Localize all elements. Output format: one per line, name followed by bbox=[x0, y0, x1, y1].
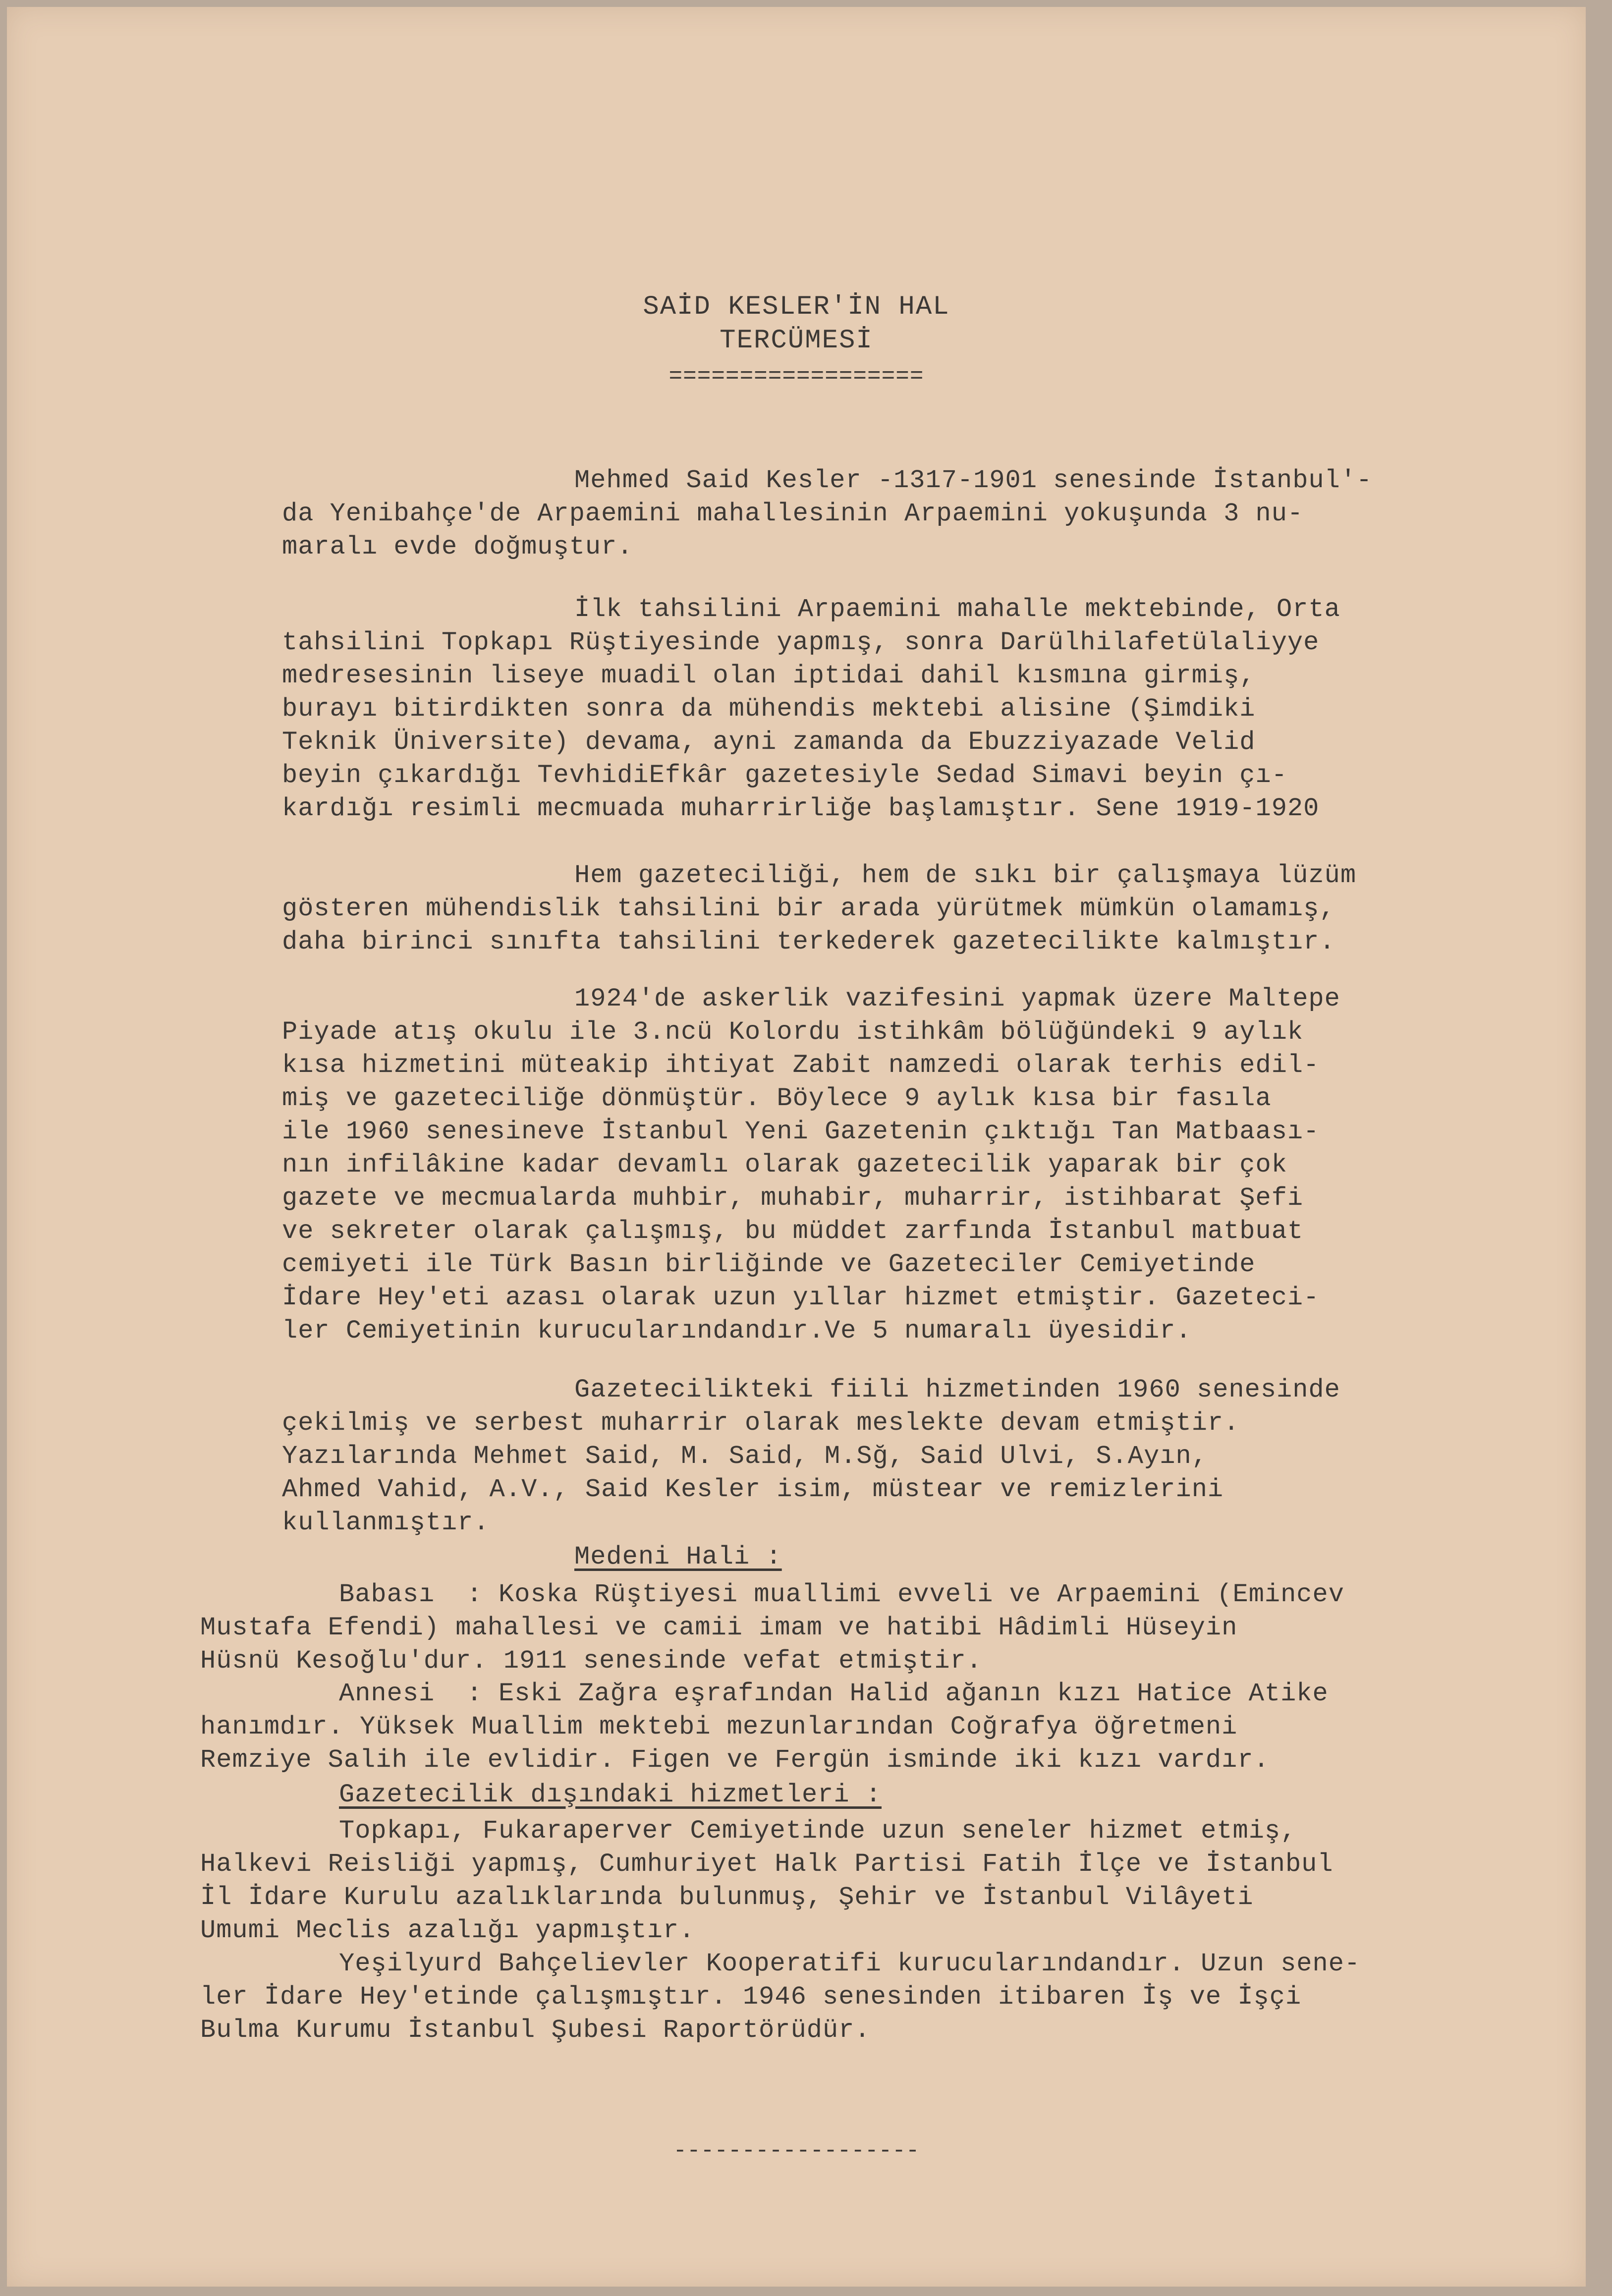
hizmetler-line-5: Yeşilyurd Bahçelievler Kooperatifi kurucularındandır. Uzun sene- bbox=[339, 1949, 1361, 1978]
paragraph-2-line-7: kardığı resimli mecmuada muharrirliğe başlamıştır. Sene 1919-1920 bbox=[282, 794, 1320, 823]
paragraph-2-line-1: İlk tahsilini Arpaemini mahalle mektebinde, Orta bbox=[574, 595, 1340, 624]
paragraph-4-line-2: Piyade atış okulu ile 3.ncü Kolordu istihkâm bölüğündeki 9 aylık bbox=[282, 1017, 1304, 1047]
paragraph-1-line-1: Mehmed Said Kesler -1317-1901 senesinde İstanbul'- bbox=[574, 466, 1373, 495]
hizmetler-line-1: Topkapı, Fukaraperver Cemiyetinde uzun seneler hizmet etmiş, bbox=[339, 1816, 1297, 1846]
paragraph-3-line-1: Hem gazeteciliği, hem de sıkı bir çalışmaya lüzüm bbox=[574, 861, 1357, 890]
paragraph-5-line-3: Yazılarında Mehmet Said, M. Said, M.Sğ, Said Ulvi, S.Ayın, bbox=[282, 1442, 1208, 1471]
paragraph-5-line-1: Gazetecilikteki fiili hizmetinden 1960 senesinde bbox=[574, 1375, 1340, 1404]
medeni-hali-heading: Medeni Hali : bbox=[574, 1542, 782, 1571]
paragraph-3-line-3: daha birinci sınıfta tahsilini terkederek gazetecilikte kalmıştır. bbox=[282, 927, 1335, 956]
paragraph-1-line-2: da Yenibahçe'de Arpaemini mahallesinin Arpaemini yokuşunda 3 nu- bbox=[282, 499, 1304, 528]
paragraph-4-line-1: 1924'de askerlik vazifesini yapmak üzere Maltepe bbox=[574, 984, 1340, 1013]
hizmetler-line-6: ler İdare Hey'etinde çalışmıştır. 1946 senesinden itibaren İş ve İşçi bbox=[200, 1982, 1302, 2012]
paragraph-4-line-8: ve sekreter olarak çalışmış, bu müddet zarfında İstanbul matbuat bbox=[282, 1217, 1304, 1246]
paragraph-4-line-5: ile 1960 senesineve İstanbul Yeni Gazetenin çıktığı Tan Matbaası- bbox=[282, 1117, 1320, 1146]
medeni-hali-line-1: Babası : Koska Rüştiyesi muallimi evveli ve Arpaemini (Emincev bbox=[339, 1580, 1344, 1609]
paragraph-5-line-5: kullanmıştır. bbox=[282, 1508, 490, 1537]
paragraph-2-line-4: burayı bitirdikten sonra da mühendis mektebi alisine (Şimdiki bbox=[282, 694, 1256, 724]
closing-rule: ------------------ bbox=[673, 2138, 920, 2164]
hizmetler-line-2: Halkevi Reisliği yapmış, Cumhuriyet Halk Partisi Fatih İlçe ve İstanbul bbox=[200, 1849, 1334, 1879]
paragraph-4-line-6: nın infilâkine kadar devamlı olarak gazetecilik yaparak bir çok bbox=[282, 1150, 1287, 1179]
paragraph-5-line-2: çekilmiş ve serbest muharrir olarak meslekte devam etmiştir. bbox=[282, 1408, 1240, 1438]
medeni-hali-line-4: Annesi : Eski Zağra eşrafından Halid ağanın kızı Hatice Atike bbox=[339, 1679, 1329, 1708]
paragraph-4-line-10: İdare Hey'eti azası olarak uzun yıllar hizmet etmiştir. Gazeteci- bbox=[282, 1283, 1320, 1312]
paragraph-4-line-3: kısa hizmetini müteakip ihtiyat Zabit namzedi olarak terhis edil- bbox=[282, 1051, 1320, 1080]
hizmetler-line-4: Umumi Meclis azalığı yapmıştır. bbox=[200, 1916, 695, 1945]
paragraph-4-line-4: miş ve gazeteciliğe dönmüştür. Böylece 9 aylık kısa bir fasıla bbox=[282, 1084, 1272, 1113]
paragraph-1-line-3: maralı evde doğmuştur. bbox=[282, 532, 633, 561]
paragraph-2-line-3: medresesinin liseye muadil olan iptidai dahil kısmına girmiş, bbox=[282, 661, 1256, 690]
medeni-hali-line-6: Remziye Salih ile evlidir. Figen ve Fergün isminde iki kızı vardır. bbox=[200, 1745, 1270, 1775]
title-underline: ================== bbox=[668, 364, 924, 390]
document-page bbox=[7, 7, 1586, 2287]
document-title-line-2: TERCÜMESİ bbox=[720, 326, 873, 356]
medeni-hali-line-5: hanımdır. Yüksek Muallim mektebi mezunlarından Coğrafya öğretmeni bbox=[200, 1712, 1238, 1741]
paragraph-4-line-11: ler Cemiyetinin kurucularındandır.Ve 5 numaralı üyesidir. bbox=[282, 1316, 1192, 1345]
paragraph-2-line-6: beyin çıkardığı TevhidiEfkâr gazetesiyle Sedad Simavi beyin çı- bbox=[282, 761, 1287, 790]
hizmetler-line-3: İl İdare Kurulu azalıklarında bulunmuş, Şehir ve İstanbul Vilâyeti bbox=[200, 1883, 1254, 1912]
medeni-hali-line-3: Hüsnü Kesoğlu'dur. 1911 senesinde vefat etmiştir. bbox=[200, 1646, 983, 1676]
document-title-line-1: SAİD KESLER'İN HAL bbox=[643, 292, 950, 322]
paragraph-2-line-5: Teknik Üniversite) devama, ayni zamanda da Ebuzziyazade Velid bbox=[282, 728, 1256, 757]
hizmetler-heading: Gazetecilik dışındaki hizmetleri : bbox=[339, 1780, 882, 1809]
paragraph-3-line-2: gösteren mühendislik tahsilini bir arada yürütmek mümkün olamamış, bbox=[282, 894, 1335, 923]
paragraph-2-line-2: tahsilini Topkapı Rüştiyesinde yapmış, sonra Darülhilafetülaliyye bbox=[282, 628, 1320, 657]
medeni-hali-line-2: Mustafa Efendi) mahallesi ve camii imam ve hatibi Hâdimli Hüseyin bbox=[200, 1613, 1238, 1642]
hizmetler-line-7: Bulma Kurumu İstanbul Şubesi Raportörüdür. bbox=[200, 2016, 871, 2045]
paragraph-4-line-9: cemiyeti ile Türk Basın birliğinde ve Gazeteciler Cemiyetinde bbox=[282, 1250, 1256, 1279]
paragraph-5-line-4: Ahmed Vahid, A.V., Said Kesler isim, müstear ve remizlerini bbox=[282, 1475, 1224, 1504]
paragraph-4-line-7: gazete ve mecmualarda muhbir, muhabir, muharrir, istihbarat Şefi bbox=[282, 1183, 1304, 1213]
